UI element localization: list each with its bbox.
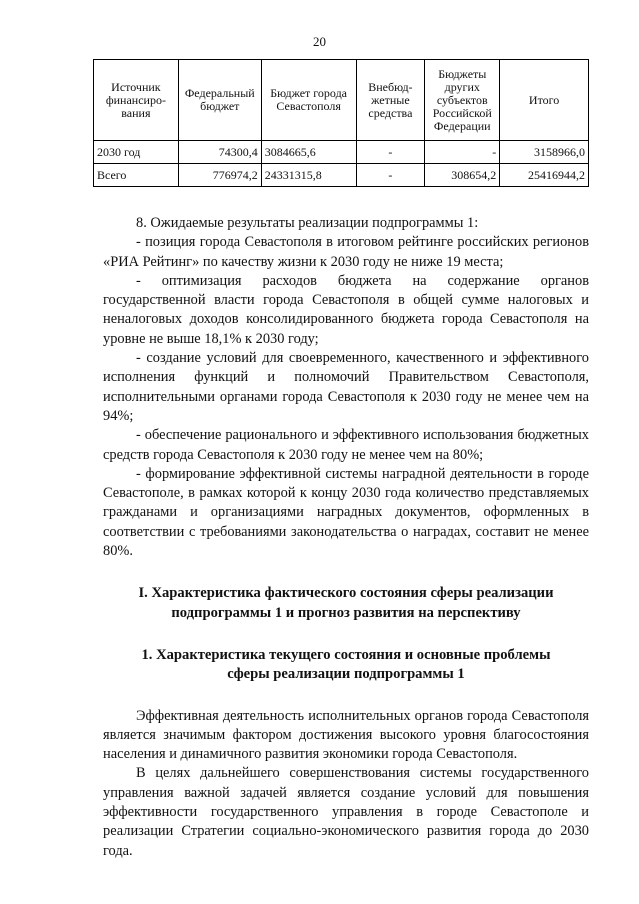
header-total: Итого xyxy=(500,60,589,141)
page-number: 20 xyxy=(313,34,326,49)
financing-table xyxy=(93,59,589,187)
subsection-heading-line-1: 1. Характеристика текущего состояния и основные проблемы xyxy=(141,646,551,663)
table-row xyxy=(94,164,589,187)
cell-other: - xyxy=(425,141,500,164)
result-item: - позиция города Севастополя в итоговом рейтинге российских регионов «РИА Рейтинг» по качеству жизни к 2030 году не ниже 19 места; xyxy=(103,234,589,270)
cell-source: 2030 год xyxy=(94,141,179,164)
result-item: - оптимизация расходов бюджета на содержание органов государственной власти города Севастополя в общей сумме налоговых и неналоговых доходов консолидированного бюджета города Севастополя на уровне не выше 18,1% к 2030 году; xyxy=(103,272,589,347)
table-row xyxy=(94,141,589,164)
cell-total: 3158966,0 xyxy=(500,141,589,164)
body-paragraph: Эффективная деятельность исполнительных органов города Севастополя является значимым фактором достижения высокого уровня благосостояния населения и динамичного развития экономики города Севастополя. xyxy=(103,707,589,763)
header-other-regions: Бюджеты других субъектов Российской Федерации xyxy=(425,60,500,141)
results-title: 8. Ожидаемые результаты реализации подпрограммы 1: xyxy=(136,215,479,231)
result-item: - обеспечение рационального и эффективного использования бюджетных средств города Севастополя к 2030 году не менее чем на 80%; xyxy=(103,427,589,463)
header-extra-budgetary: Внебюд-жетные средства xyxy=(356,60,425,141)
cell-federal: 74300,4 xyxy=(178,141,261,164)
cell-other: 308654,2 xyxy=(425,164,500,187)
cell-total: 25416944,2 xyxy=(500,164,589,187)
cell-federal: 776974,2 xyxy=(178,164,261,187)
cell-extra: - xyxy=(356,141,425,164)
cell-city: 3084665,6 xyxy=(261,141,356,164)
result-item: - создание условий для своевременного, качественного и эффективного исполнения функций и полномочий Правительством Севастополя, исполнительными органами города Севастополя к 2030 году не менее чем на 94%; xyxy=(103,350,589,424)
section-heading-line-2: подпрограммы 1 и прогноз развития на перспективу xyxy=(171,604,521,621)
document-body xyxy=(103,214,589,861)
header-source: Источник финансиро-вания xyxy=(94,60,179,141)
cell-source: Всего xyxy=(94,164,179,187)
table-header-row xyxy=(94,60,589,141)
header-federal-budget: Федеральный бюджет xyxy=(178,60,261,141)
result-item: - формирование эффективной системы наградной деятельности в городе Севастополе, в рамках которой к концу 2030 года количество представляемых гражданами и организациями наградных документов, оформленных в соответствии с требованиями законодательства о наградах, составит не менее 80%. xyxy=(103,465,589,560)
section-heading-line-1: I. Характеристика фактического состояния сферы реализации xyxy=(138,585,554,602)
header-city-budget: Бюджет города Севастополя xyxy=(261,60,356,141)
body-paragraph: В целях дальнейшего совершенствования системы государственного управления важной задачей является создание условий для повышения эффективности государственного управления в городе Севастополе и реализации Стратегии социально-экономического развития города до 2030 года. xyxy=(103,765,589,859)
cell-extra: - xyxy=(356,164,425,187)
subsection-heading-line-2: сферы реализации подпрограммы 1 xyxy=(227,666,465,683)
cell-city: 24331315,8 xyxy=(261,164,356,187)
